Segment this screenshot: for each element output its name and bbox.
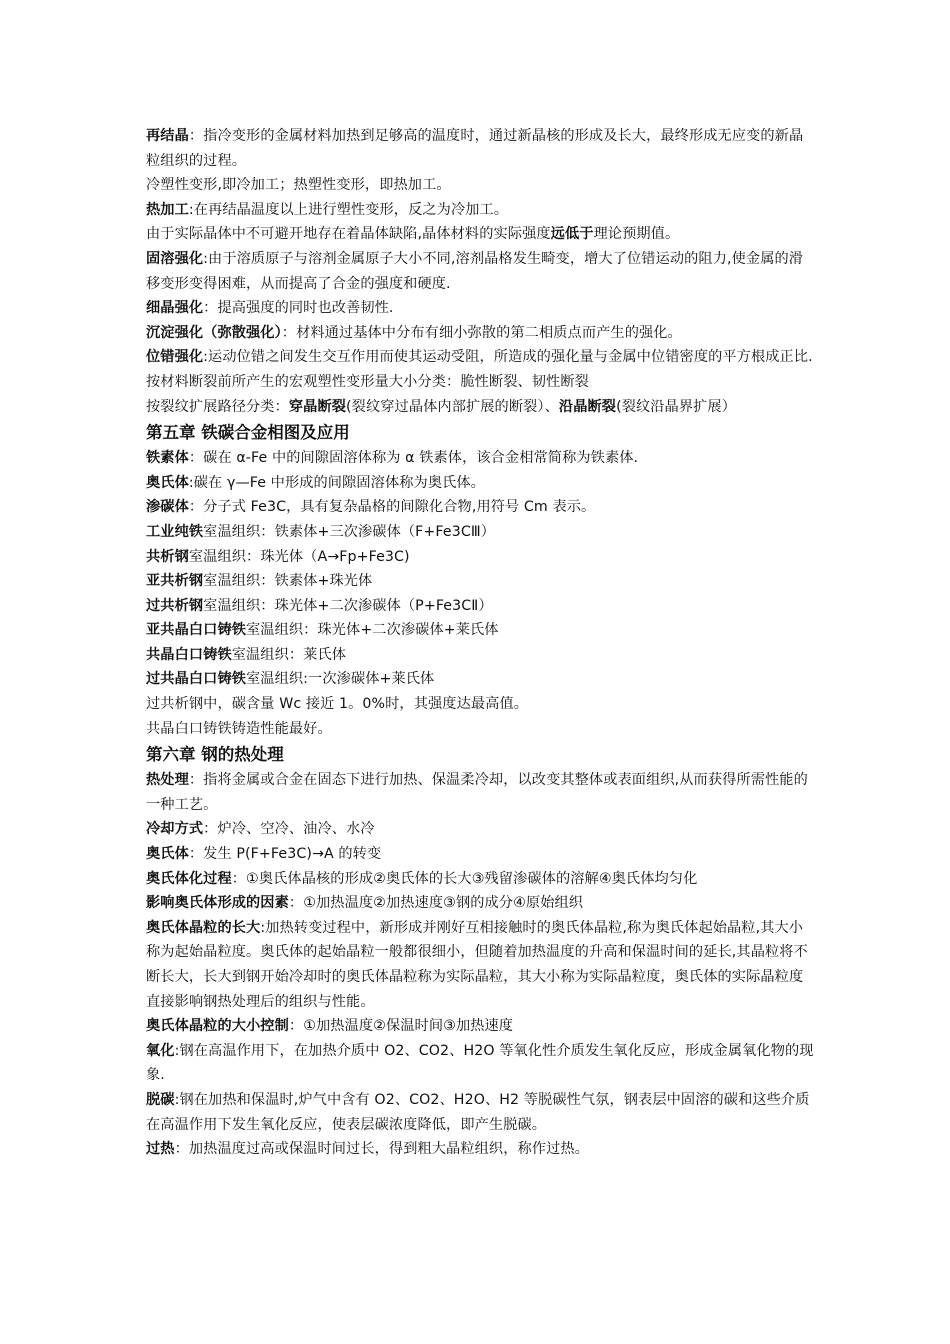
- definition: 室温组织:一次渗碳体+莱氏体: [246, 671, 435, 688]
- definition: 在再结晶温度以上进行塑性变形，反之为冷加工。: [193, 201, 509, 218]
- paragraph-plastic-deformation: [146, 173, 814, 198]
- paragraph-dislocation-strengthening: [146, 345, 814, 370]
- definition: 炉冷、空冷、油冷、水冷: [217, 821, 375, 838]
- definition-item: [146, 545, 814, 570]
- definition-item: [146, 520, 814, 545]
- paragraph-solid-solution-strengthening: [146, 247, 814, 296]
- separator: :: [174, 1042, 180, 1059]
- separator: ：: [188, 128, 204, 144]
- term: 再结晶: [146, 128, 189, 144]
- term: 热处理: [146, 772, 189, 789]
- definition: 分子式 Fe3C，具有复杂晶格的间隙化合物,用符号 Cm 表示。: [203, 499, 596, 516]
- term: 工业纯铁: [146, 523, 204, 540]
- text: (裂纹沿晶界扩展）: [616, 398, 736, 415]
- emphasis: 沿晶断裂: [558, 398, 617, 415]
- text: 按材料断裂前所产生的宏观塑性变形量大小分类：脆性断裂、韧性断裂: [146, 373, 589, 390]
- definition-item: [146, 867, 814, 892]
- definition: 发生 P(F+Fe3C)→A 的转变: [203, 846, 382, 863]
- text: 由于实际晶体中不可避开地存在着晶体缺陷,晶体材料的实际强度: [146, 226, 551, 243]
- definition-item: [146, 817, 814, 842]
- definition: ①奥氏体晶核的形成②奥氏体的长大③残留渗碳体的溶解④奥氏体均匀化: [246, 870, 698, 887]
- separator: ：: [188, 846, 204, 863]
- definition: 室温组织：珠光体+二次渗碳体（P+Fe3CⅡ）: [203, 597, 493, 614]
- paragraph-precipitation-strengthening: [146, 321, 814, 346]
- separator: :: [188, 474, 194, 491]
- definition: 提高强度的同时也改善韧性.: [217, 300, 394, 317]
- chapter-5-heading: 第五章 铁碳合金相图及应用: [146, 423, 350, 443]
- definition: 材料通过基体中分布有细小弥散的第二相质点而产生的强化。: [296, 324, 682, 341]
- text: 共晶白口铸铁铸造性能最好。: [146, 720, 332, 737]
- term: 过热: [146, 1141, 175, 1158]
- term: 沉淀强化（弥散强化）: [146, 324, 282, 341]
- definition-item: [146, 1014, 814, 1039]
- separator: :: [203, 250, 209, 267]
- term: 奥氏体晶粒的大小控制: [146, 1018, 289, 1035]
- definition: 运动位错之间发生交互作用而使其运动受阻，所造成的强化量与金属中位错密度的平方根成正比.: [208, 349, 813, 366]
- paragraph-recrystallization: [146, 124, 814, 173]
- separator: ：: [288, 895, 304, 912]
- definition: 加热温度过高或保温时间过长，得到粗大晶粒组织，称作过热。: [188, 1141, 589, 1158]
- separator: :: [203, 349, 209, 366]
- text: 冷塑性变形,即冷加工；热塑性变形，即热加工。: [146, 177, 451, 194]
- chapter-6-heading: 第六章 钢的热处理: [146, 745, 284, 765]
- definition-item: [146, 569, 814, 594]
- separator: ：: [203, 821, 218, 838]
- emphasis: 穿晶断裂: [288, 398, 347, 415]
- definition-item: [146, 495, 814, 520]
- definition-item: [146, 916, 814, 1014]
- emphasis: 远低于: [550, 226, 594, 243]
- definition: 碳在 α-Fe 中的间隙固溶体称为 α 铁素体，该合金相常简称为铁素体.: [203, 450, 639, 467]
- paragraph-crystal-defects: [146, 222, 814, 247]
- paragraph-grain-refinement: [146, 296, 814, 321]
- separator: ：: [188, 499, 204, 516]
- definition-item: [146, 471, 814, 496]
- term: 脱碳: [146, 1091, 175, 1108]
- document-page: [146, 124, 814, 1162]
- definition: 加热转变过程中，新形成并刚好互相接触时的奥氏体晶粒,称为奥氏体起始晶粒,其大小称为起始晶粒度。奥氏体的起始晶粒一般都很细小，但随着加热温度的升高和保温时间的延长,其晶粒将不断长大，长大到钢开始冷却时的奥氏体晶粒称为实际晶粒，其大小称为实际晶粒度，奥氏体的实际晶粒度直接影响钢热处理后的组织与性能。: [146, 919, 808, 1010]
- definition-item: [146, 594, 814, 619]
- text: 过共析钢中，碳含量 Wc 接近 1。0%时，其强度达最高值。: [146, 696, 529, 713]
- paragraph-fracture-by-path: [146, 395, 814, 420]
- separator: :: [188, 201, 194, 218]
- definition: 室温组织：珠光体（A→Fp+Fe3C): [188, 548, 410, 565]
- term: 亚共晶白口铸铁: [146, 622, 247, 639]
- term: 奥氏体化过程: [146, 870, 232, 887]
- definition: 钢在高温作用下，在加热介质中 O2、CO2、H2O 等氧化性介质发生氧化反应，形成金属氧化物的现象.: [146, 1042, 814, 1084]
- definition: 室温组织：莱氏体: [231, 646, 347, 663]
- definition: 由于溶质原子与溶剂金属原子大小不同,溶剂晶格发生畸变，增大了位错运动的阻力,使金属的滑移变形变得困难，从而提高了合金的强度和硬度.: [146, 250, 804, 292]
- separator: ：: [174, 1141, 189, 1158]
- term: 氧化: [146, 1042, 175, 1059]
- definition-item: [146, 1039, 814, 1088]
- separator: ：: [231, 870, 247, 887]
- term: 奥氏体: [146, 474, 189, 491]
- separator: ：: [288, 1018, 304, 1035]
- text: 按裂纹扩展路径分类：: [146, 398, 289, 415]
- definition: 室温组织：铁素体+三次渗碳体（F+Fe3CⅢ）: [203, 523, 496, 540]
- definition: 指冷变形的金属材料加热到足够高的温度时，通过新晶核的形成及长大，最终形成无应变的新晶粒组织的过程。: [146, 128, 804, 169]
- chapter-5-body: [146, 446, 814, 741]
- term: 细晶强化: [146, 300, 204, 317]
- definition: ①加热温度②加热速度③钢的成分④原始组织: [303, 895, 584, 912]
- definition: ①加热温度②保温时间③加热速度: [303, 1018, 514, 1035]
- term: 过共析钢: [146, 597, 204, 614]
- text: (裂纹穿过晶体内部扩展的断裂）、: [346, 398, 559, 415]
- term: 位错强化: [146, 349, 204, 366]
- definition-item: [146, 1137, 814, 1162]
- note-item: [146, 692, 814, 717]
- separator: ：: [281, 324, 297, 341]
- term: 固溶强化: [146, 250, 204, 267]
- separator: :: [174, 1091, 180, 1108]
- definition-item: [146, 446, 814, 471]
- definition: 室温组织：铁素体+珠光体: [203, 573, 373, 590]
- term: 过共晶白口铸铁: [146, 671, 247, 688]
- chapter-6-body: [146, 768, 814, 1162]
- definition: 指将金属或合金在固态下进行加热、保温柔冷却，以改变其整体或表面组织,从而获得所需性能的一种工艺。: [146, 772, 808, 813]
- term: 热加工: [146, 201, 189, 218]
- term: 奥氏体: [146, 846, 189, 863]
- definition-item: [146, 1088, 814, 1137]
- definition: 钢在加热和保温时,炉气中含有 O2、CO2、H2O、H2 等脱碳性气氛，钢表层中固溶的碳和这些介质在高温作用下发生氧化反应，使表层碳浓度降低，即产生脱碳。: [146, 1091, 810, 1133]
- term: 铁素体: [146, 450, 189, 467]
- definition-item: [146, 618, 814, 643]
- term: 亚共析钢: [146, 573, 204, 590]
- separator: ：: [188, 450, 204, 467]
- term: 渗碳体: [146, 499, 189, 516]
- term: 影响奥氏体形成的因素: [146, 895, 289, 912]
- separator: ：: [203, 300, 218, 317]
- term: 共析钢: [146, 548, 189, 565]
- paragraph-hot-working: [146, 198, 814, 223]
- definition-item: [146, 768, 814, 817]
- definition-item: [146, 667, 814, 692]
- term: 共晶白口铸铁: [146, 646, 232, 663]
- text: 理论预期值。: [593, 226, 680, 243]
- definition-item: [146, 842, 814, 867]
- definition: 碳在 γ—Fe 中形成的间隙固溶体称为奥氏体。: [193, 474, 485, 491]
- separator: ：: [188, 772, 204, 789]
- term: 冷却方式: [146, 821, 204, 838]
- term: 奥氏体晶粒的长大: [146, 919, 261, 936]
- definition-item: [146, 643, 814, 668]
- separator: :: [260, 919, 266, 936]
- note-item: [146, 717, 814, 742]
- definition-item: [146, 891, 814, 916]
- paragraph-fracture-by-deformation: [146, 370, 814, 395]
- definition: 室温组织：珠光体+二次渗碳体+莱氏体: [246, 622, 499, 639]
